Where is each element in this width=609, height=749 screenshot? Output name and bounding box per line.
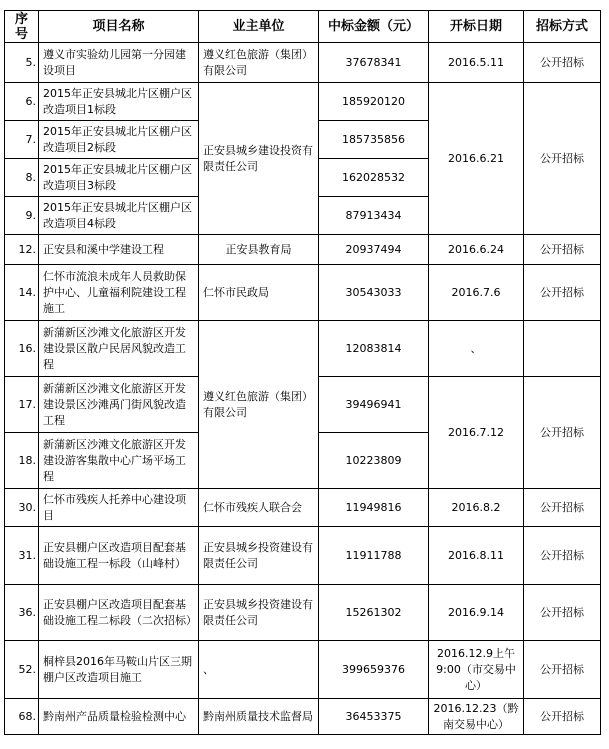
row-name: 桐梓县2016年马鞍山片区三期棚户区改造项目施工	[39, 641, 199, 699]
row-no: 6.	[5, 83, 39, 121]
row-method: 公开招标	[524, 265, 601, 321]
row-no: 68.	[5, 699, 39, 735]
row-amount: 12083814	[319, 321, 429, 377]
row-name: 新蒲新区沙滩文化旅游区开发建设景区散户民居风貌改造工程	[39, 321, 199, 377]
row-amount: 185735856	[319, 121, 429, 159]
row-date: 2016.5.11	[429, 43, 524, 83]
row-no: 17.	[5, 377, 39, 433]
row-name: 仁怀市流浪未成年人员救助保护中心、儿童福利院建设工程施工	[39, 265, 199, 321]
row-date: 2016.12.23（黔南交易中心）	[429, 699, 524, 735]
row-date: 2016.8.2	[429, 489, 524, 527]
row-method: 公开招标	[524, 641, 601, 699]
header-amount: 中标金额（元）	[319, 11, 429, 43]
row-date: 2016.8.11	[429, 527, 524, 585]
row-date: 2016.12.9上午9:00（市交易中心）	[429, 641, 524, 699]
header-method: 招标方式	[524, 11, 601, 43]
group-date: 2016.7.12	[429, 377, 524, 489]
row-no: 8.	[5, 159, 39, 197]
row-method-empty	[524, 321, 601, 377]
header-date: 开标日期	[429, 11, 524, 43]
table-row	[5, 641, 601, 699]
row-method: 公开招标	[524, 699, 601, 735]
row-method: 公开招标	[524, 527, 601, 585]
row-amount: 39496941	[319, 377, 429, 433]
row-name: 2015年正安县城北片区棚户区改造项目1标段	[39, 83, 199, 121]
table-row	[5, 43, 601, 83]
row-no: 12.	[5, 235, 39, 265]
row-owner-empty: 、	[199, 641, 319, 699]
table-row	[5, 527, 601, 585]
row-amount: 11911788	[319, 527, 429, 585]
row-no: 30.	[5, 489, 39, 527]
header-name: 项目名称	[39, 11, 199, 43]
row-amount: 37678341	[319, 43, 429, 83]
row-owner: 仁怀市民政局	[199, 265, 319, 321]
table-row	[5, 489, 601, 527]
row-date-empty: 、	[429, 321, 524, 377]
header-no: 序号	[5, 11, 39, 43]
table-row	[5, 585, 601, 641]
row-name: 正安县棚户区改造项目配套基础设施工程一标段（山峰村）	[39, 527, 199, 585]
row-name: 2015年正安县城北片区棚户区改造项目4标段	[39, 197, 199, 235]
table-row	[5, 321, 601, 377]
row-no: 14.	[5, 265, 39, 321]
table-row	[5, 83, 601, 121]
row-no: 31.	[5, 527, 39, 585]
bid-results-table	[4, 10, 601, 735]
row-name: 正安县和溪中学建设工程	[39, 235, 199, 265]
group-date: 2016.6.21	[429, 83, 524, 235]
row-owner: 遵义红色旅游（集团）有限公司	[199, 43, 319, 83]
row-method: 公开招标	[524, 43, 601, 83]
row-name: 仁怀市残疾人托养中心建设项目	[39, 489, 199, 527]
row-name: 正安县棚户区改造项目配套基础设施工程二标段（二次招标）	[39, 585, 199, 641]
row-owner: 黔南州质量技术监督局	[199, 699, 319, 735]
row-no: 18.	[5, 433, 39, 489]
row-amount: 10223809	[319, 433, 429, 489]
row-no: 7.	[5, 121, 39, 159]
row-date: 2016.9.14	[429, 585, 524, 641]
row-no: 16.	[5, 321, 39, 377]
row-amount: 185920120	[319, 83, 429, 121]
row-no: 5.	[5, 43, 39, 83]
row-no: 52.	[5, 641, 39, 699]
row-method: 公开招标	[524, 585, 601, 641]
row-method: 公开招标	[524, 235, 601, 265]
row-owner: 正安县城乡投资建设有限责任公司	[199, 527, 319, 585]
row-name: 黔南州产品质量检验检测中心	[39, 699, 199, 735]
group-method: 公开招标	[524, 377, 601, 489]
group-owner: 正安县城乡建设投资有限责任公司	[199, 83, 319, 235]
table-row	[5, 235, 601, 265]
row-date: 2016.7.6	[429, 265, 524, 321]
row-no: 9.	[5, 197, 39, 235]
row-amount: 162028532	[319, 159, 429, 197]
row-owner: 仁怀市残疾人联合会	[199, 489, 319, 527]
table-row	[5, 699, 601, 735]
row-owner: 正安县城乡投资建设有限责任公司	[199, 585, 319, 641]
row-name: 2015年正安县城北片区棚户区改造项目3标段	[39, 159, 199, 197]
row-amount: 15261302	[319, 585, 429, 641]
row-amount: 87913434	[319, 197, 429, 235]
row-amount: 36453375	[319, 699, 429, 735]
row-name: 新蒲新区沙滩文化旅游区开发建设游客集散中心广场平场工程	[39, 433, 199, 489]
table-row	[5, 265, 601, 321]
group-owner: 遵义红色旅游（集团）有限公司	[199, 321, 319, 489]
row-date: 2016.6.24	[429, 235, 524, 265]
row-name: 2015年正安县城北片区棚户区改造项目2标段	[39, 121, 199, 159]
row-amount: 399659376	[319, 641, 429, 699]
row-amount: 30543033	[319, 265, 429, 321]
row-owner: 正安县教育局	[199, 235, 319, 265]
group-method: 公开招标	[524, 83, 601, 235]
row-method: 公开招标	[524, 489, 601, 527]
header-owner: 业主单位	[199, 11, 319, 43]
row-no: 36.	[5, 585, 39, 641]
row-amount: 20937494	[319, 235, 429, 265]
row-name: 新蒲新区沙滩文化旅游区开发建设景区沙滩禹门街风貌改造工程	[39, 377, 199, 433]
header-row	[5, 11, 601, 43]
row-amount: 11949816	[319, 489, 429, 527]
row-name: 遵义市实验幼儿园第一分园建设项目	[39, 43, 199, 83]
